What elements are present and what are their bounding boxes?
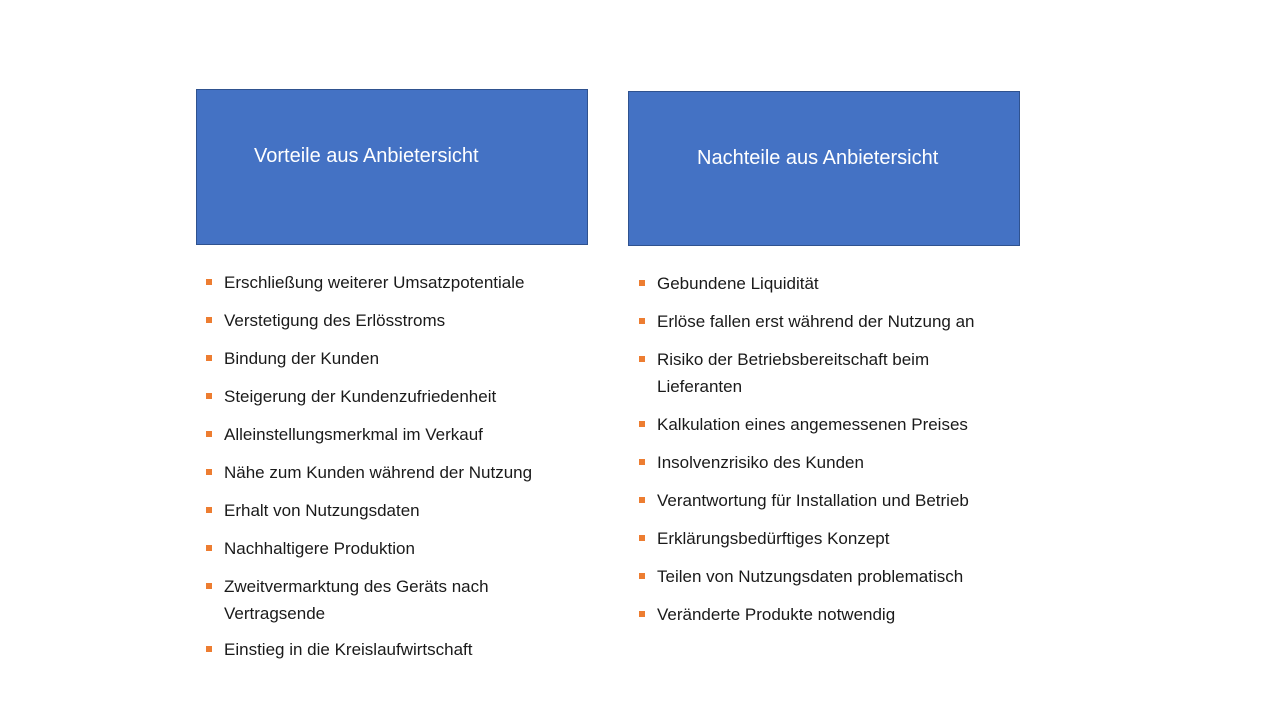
list-item: Erschließung weiterer Umsatzpotentiale <box>206 269 606 296</box>
list-item: Bindung der Kunden <box>206 345 606 372</box>
list-item: Kalkulation eines angemessenen Preises <box>639 411 1039 438</box>
list-item: Verstetigung des Erlösstroms <box>206 307 606 334</box>
list-item: Erklärungsbedürftiges Konzept <box>639 525 1039 552</box>
advantages-list <box>206 269 606 674</box>
disadvantages-title: Nachteile aus Anbietersicht <box>697 147 939 169</box>
disadvantages-header-box <box>628 91 1020 246</box>
list-item: Nachhaltigere Produktion <box>206 535 606 562</box>
list-item: Zweitvermarktung des Geräts nach Vertragsende <box>206 573 544 627</box>
list-item: Alleinstellungsmerkmal im Verkauf <box>206 421 606 448</box>
list-item: Nähe zum Kunden während der Nutzung <box>206 459 606 486</box>
list-item: Einstieg in die Kreislaufwirtschaft <box>206 636 606 663</box>
list-item: Verantwortung für Installation und Betrieb <box>639 487 1039 514</box>
list-item: Insolvenzrisiko des Kunden <box>639 449 1039 476</box>
advantages-title: Vorteile aus Anbietersicht <box>254 145 479 167</box>
list-item: Risiko der Betriebsbereitschaft beim Lieferanten <box>639 346 1002 400</box>
list-item: Teilen von Nutzungsdaten problematisch <box>639 563 1039 590</box>
list-item: Erhalt von Nutzungsdaten <box>206 497 606 524</box>
list-item: Steigerung der Kundenzufriedenheit <box>206 383 606 410</box>
list-item: Gebundene Liquidität <box>639 270 1039 297</box>
list-item: Erlöse fallen erst während der Nutzung an <box>639 308 1039 335</box>
list-item: Veränderte Produkte notwendig <box>639 601 1039 628</box>
disadvantages-list <box>639 270 1039 639</box>
advantages-header-box <box>196 89 588 245</box>
